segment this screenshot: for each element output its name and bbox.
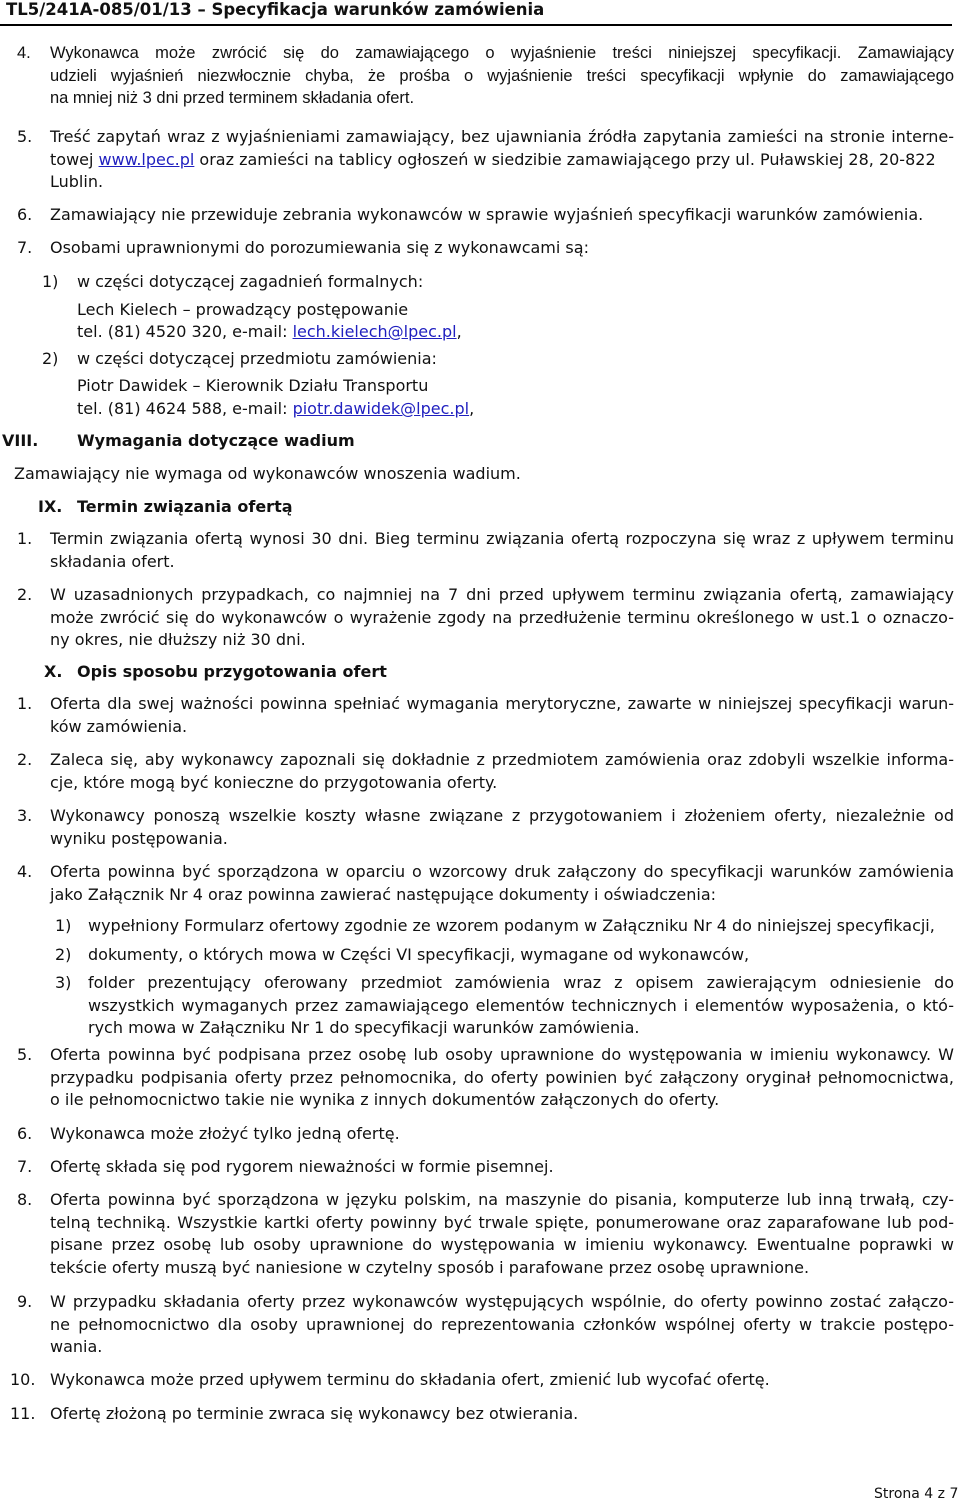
item-number: 5.	[17, 1045, 33, 1064]
item-number: 2)	[55, 945, 72, 964]
paragraph-line: wszystkich wymaganych przez zamawiającego elementów technicznych i elementów wyposażenia, o któ-	[88, 995, 954, 1015]
website-link[interactable]: www.lpec.pl	[98, 149, 195, 169]
item-number: 4.	[17, 44, 31, 62]
item-number: 7.	[17, 1157, 33, 1176]
paragraph-line	[50, 149, 954, 172]
line-text: ,	[456, 322, 462, 341]
paragraph-line: W uzasadnionych przypadkach, co najmniej na 7 dni przed upływem terminu związania ofertą, zamawiający	[50, 585, 954, 604]
paragraph-line: Wykonawcy ponoszą wszelkie koszty własne związane z przygotowaniem i złożeniem oferty, niezależnie od	[50, 806, 954, 825]
item-number: 3.	[17, 806, 33, 825]
item-number: 10.	[10, 1370, 36, 1389]
phone-text: tel. (81) 4520 320, e-mail:	[77, 322, 293, 341]
paragraph-line: ny okres, nie dłuższy niż 30 dni.	[50, 630, 306, 649]
paragraph-line: telną techniką. Wszystkie kartki oferty powinny być trwale spięte, ponumerowane oraz zaparafowane lub pod-	[50, 1212, 954, 1232]
paragraph-line: Wykonawca może zwrócić się do zamawiającego o wyjaśnienie treści niniejszej specyfikacji. Zamawiający	[50, 44, 954, 62]
item-number: 2.	[17, 750, 33, 769]
paragraph-line: pisane przez osobę lub osoby uprawnione do występowania w imieniu wykonawcy. Ewentualne poprawki w	[50, 1235, 954, 1254]
paragraph-line: Oferta dla swej ważności powinna spełniać wymagania merytoryczne, zawarte w niniejszej specyfikacji warun-	[50, 694, 954, 713]
item-number: 3)	[55, 973, 72, 992]
paragraph-line: Ofertę składa się pod rygorem nieważności w formie pisemnej.	[50, 1157, 554, 1176]
document-title: TL5/241A-085/01/13 – Specyfikacja warunków zamówienia	[6, 0, 545, 19]
item-number: 5.	[17, 127, 33, 146]
paragraph-line: udzieli wyjaśnień niezwłocznie chyba, że prośba o wyjaśnienie treści specyfikacji wpłynie do zamawiającego	[50, 66, 954, 85]
item-number: 7.	[17, 238, 33, 257]
paragraph-line: dokumenty, o których mowa w Części VI specyfikacji, wymagane od wykonawców,	[88, 945, 750, 964]
contact-person: Piotr Dawidek – Kierownik Działu Transportu	[77, 376, 429, 395]
paragraph-line: Termin związania ofertą wynosi 30 dni. Bieg terminu związania ofertą rozpoczyna się wraz z upływem terminu	[50, 529, 954, 548]
item-number: 1)	[42, 272, 59, 291]
section-text: Zamawiający nie wymaga od wykonawców wnoszenia wadium.	[14, 464, 521, 483]
contact-scope: w części dotyczącej przedmiotu zamówienia:	[77, 349, 437, 368]
paragraph-line: Oferta powinna być sporządzona w oparciu o wzorcowy druk załączony do specyfikacji warunków zamówienia	[50, 862, 954, 881]
paragraph-line: rych mowa w Załączniku Nr 1 do specyfikacji warunków zamówienia.	[88, 1018, 640, 1037]
section-number: VIII.	[2, 431, 39, 450]
paragraph-line: może zwrócić się do wykonawców o wyrażenie zgody na przedłużenie terminu określonego w ust.1 o oznaczo-	[50, 607, 954, 627]
paragraph-line: wyniku postępowania.	[50, 828, 228, 848]
section-title: Termin związania ofertą	[77, 497, 293, 516]
paragraph-line: cje, które mogą być konieczne do przygotowania oferty.	[50, 772, 498, 792]
section-title: Wymagania dotyczące wadium	[77, 431, 355, 450]
line-text: towej	[50, 149, 99, 169]
paragraph-line: Lublin.	[50, 172, 104, 191]
paragraph-line: Zaleca się, aby wykonawcy zapoznali się dokładnie z przedmiotem zamówienia oraz zdobyli wszelkie informa-	[50, 750, 954, 769]
item-number: 8.	[17, 1190, 33, 1209]
section-title: Opis sposobu przygotowania ofert	[77, 662, 387, 681]
paragraph-line: folder prezentujący oferowany przedmiot zamówienia wraz z opisem zawierającym odniesienie do	[88, 973, 954, 992]
paragraph-line: jako Załącznik Nr 4 oraz powinna zawierać następujące dokumenty i oświadczenia:	[50, 884, 717, 904]
paragraph-line: przypadku podpisania oferty przez pełnomocnika, do oferty powinien być załączony oryginał pełnomocnictwa,	[50, 1067, 954, 1087]
paragraph-line: Treść zapytań wraz z wyjaśnieniami zamawiający, bez ujawniania źródła zapytania zamieści na stronie interne-	[50, 127, 954, 146]
paragraph-line: ne pełnomocnictwo dla osoby uprawnionej do reprezentowania członków wspólnej oferty w trakcie postępo-	[50, 1314, 954, 1334]
paragraph-line: Oferta powinna być podpisana przez osobę lub osoby uprawnione do występowania w imieniu wykonawcy. W	[50, 1045, 954, 1064]
item-number: 4.	[17, 862, 33, 881]
line-text: oraz zamieści na tablicy ogłoszeń w siedzibie zamawiającego przy ul. Puławskiej 28, 20-822	[194, 149, 936, 169]
email-link[interactable]: lech.kielech@lpec.pl	[292, 322, 457, 341]
item-number: 6.	[17, 205, 33, 224]
paragraph-line: Ofertę złożoną po terminie zwraca się wykonawcy bez otwierania.	[50, 1404, 579, 1423]
paragraph-text: Zamawiający nie przewiduje zebrania wykonawców w sprawie wyjaśnień specyfikacji warunków zamówienia.	[50, 205, 924, 224]
phone-text: tel. (81) 4624 588, e-mail:	[77, 399, 293, 418]
contact-phone	[77, 321, 462, 344]
contact-phone	[77, 398, 474, 421]
page-header	[0, 0, 952, 26]
item-number: 1)	[55, 916, 72, 935]
line-text: ,	[469, 399, 475, 418]
paragraph-text: Osobami uprawnionymi do porozumiewania się z wykonawcami są:	[50, 238, 589, 257]
paragraph-line: ków zamówienia.	[50, 716, 188, 736]
item-number: 1.	[17, 529, 33, 548]
page-number: Strona 4 z 7	[874, 1486, 959, 1502]
paragraph-line: składania ofert.	[50, 551, 175, 571]
item-number: 9.	[17, 1292, 33, 1311]
item-number: 2)	[42, 349, 59, 368]
contact-person: Lech Kielech – prowadzący postępowanie	[77, 300, 409, 319]
email-link[interactable]: piotr.dawidek@lpec.pl	[292, 399, 470, 418]
item-number: 6.	[17, 1124, 33, 1143]
item-number: 11.	[10, 1404, 36, 1423]
contact-scope: w części dotyczącej zagadnień formalnych:	[77, 272, 424, 291]
item-number: 1.	[17, 694, 33, 713]
paragraph-line: W przypadku składania oferty przez wykonawców występujących wspólnie, do oferty powinno zostać załączo-	[50, 1292, 954, 1311]
paragraph-line: o ile pełnomocnictwo takie nie wynika z innych dokumentów załączonych do oferty.	[50, 1090, 720, 1109]
paragraph-line: wypełniony Formularz ofertowy zgodnie ze wzorem podanym w Załączniku Nr 4 do niniejszej specyfikacji,	[88, 916, 935, 935]
section-number: IX.	[38, 497, 63, 516]
section-number: X.	[44, 662, 63, 681]
paragraph-line: Oferta powinna być sporządzona w języku polskim, na maszynie do pisania, komputerze lub inną trwałą, czy-	[50, 1190, 954, 1209]
item-number: 2.	[17, 585, 33, 604]
paragraph-line: Wykonawca może złożyć tylko jedną ofertę.	[50, 1124, 400, 1143]
paragraph-line: Wykonawca może przed upływem terminu do składania ofert, zmienić lub wycofać ofertę.	[50, 1370, 770, 1389]
paragraph-line: tekście oferty muszą być naniesione w czytelny sposób i parafowane przez osobę uprawnione.	[50, 1257, 810, 1277]
paragraph-line: na mniej niż 3 dni przed terminem składania ofert.	[50, 89, 415, 107]
paragraph-line: wania.	[50, 1337, 103, 1356]
